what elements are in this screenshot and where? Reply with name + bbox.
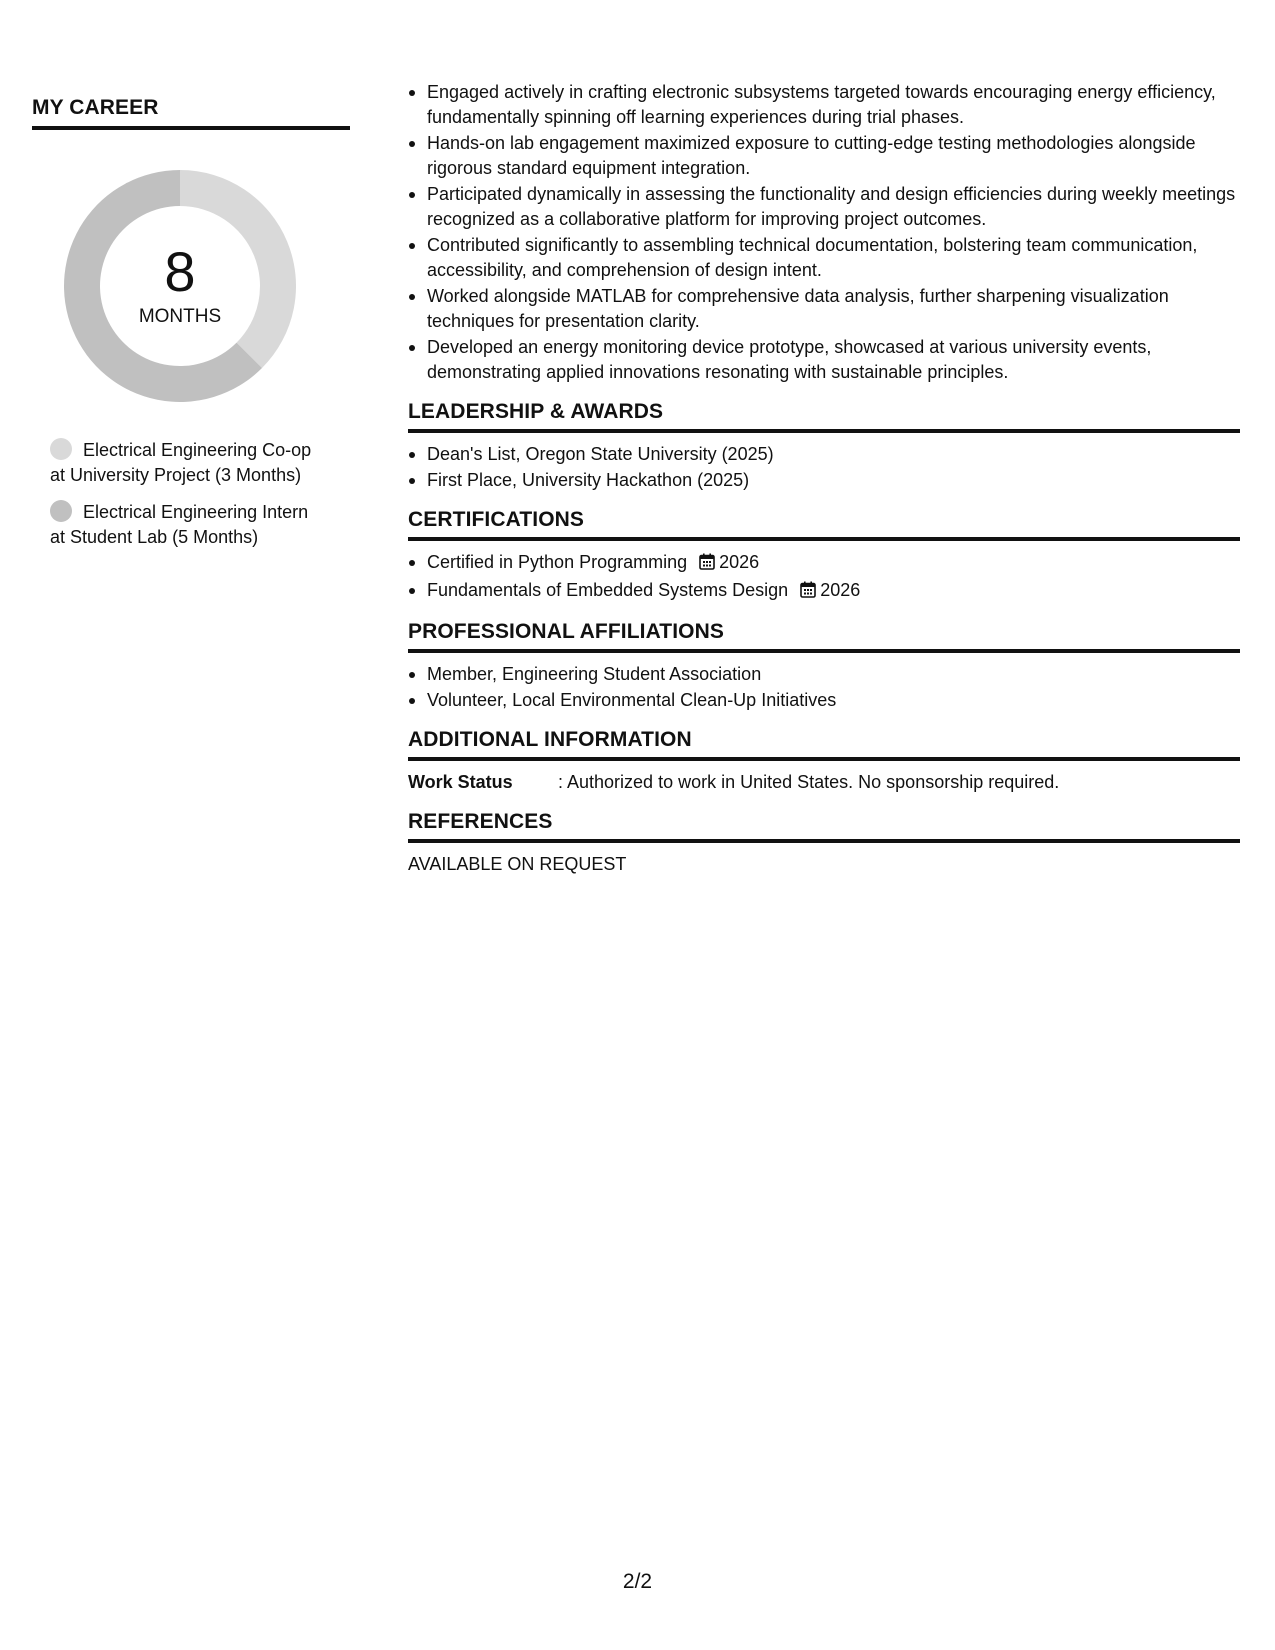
calendar-icon [800,580,816,605]
work-status-value: : Authorized to work in United States. No sponsorship required. [558,772,1060,792]
legend-label-coop: Electrical Engineering Co-op at University Project (3 Months) [50,440,312,485]
affiliations-title: PROFESSIONAL AFFILIATIONS [408,620,1240,653]
leadership-item: Dean's List, Oregon State University (2025) [408,442,1240,467]
experience-bullet: Hands-on lab engagement maximized exposure to cutting-edge testing methodologies alongside rigorous standard equipment integration. [408,131,1240,180]
career-column [32,96,350,562]
certifications-title: CERTIFICATIONS [408,508,1240,541]
references-title: REFERENCES [408,810,1240,843]
additional-info-title: ADDITIONAL INFORMATION [408,728,1240,761]
experience-bullet: Participated dynamically in assessing the functionality and design efficiencies during weekly meetings recognized as a collaborative platform for improving project outcomes. [408,182,1240,231]
page-number: 2/2 [622,1570,653,1593]
certification-name: Fundamentals of Embedded Systems Design [427,579,789,600]
affiliation-item: Volunteer, Local Environmental Clean-Up Initiatives [408,688,1240,713]
main-column [408,80,1240,876]
total-months-unit: MONTHS [138,306,222,327]
additional-info-section [408,728,1240,794]
leadership-list [408,442,1240,492]
affiliations-list [408,662,1240,712]
leadership-item: First Place, University Hackathon (2025) [408,468,1240,493]
donut-center [64,170,296,402]
certification-item [408,578,1240,605]
career-donut-chart [64,170,296,402]
references-text: AVAILABLE ON REQUEST [408,854,627,874]
legend-swatch-coop [50,438,72,460]
work-status-label: Work Status [408,772,513,792]
total-months-number: 8 [164,240,196,303]
certification-name: Certified in Python Programming [427,552,688,572]
certifications-list [408,550,1240,604]
certification-item [408,550,1240,577]
certifications-section [408,508,1240,604]
leadership-section [408,400,1240,492]
career-title: MY CAREER [32,96,350,130]
legend-item-intern [50,500,325,550]
references-section [408,810,1240,876]
certification-year: 2026 [820,579,861,600]
experience-bullet: Engaged actively in crafting electronic subsystems targeted towards encouraging energy efficiency, fundamentally spinning off learning experiences during trial phases. [408,80,1240,129]
experience-bullet-list [408,80,1240,384]
affiliation-item: Member, Engineering Student Association [408,662,1240,687]
legend-item-coop [50,438,325,488]
affiliations-section [408,620,1240,712]
legend-label-intern: Electrical Engineering Intern at Student Lab (5 Months) [50,502,309,547]
experience-bullet: Developed an energy monitoring device prototype, showcased at various university events, demonstrating applied innovations resonating with sustainable principles. [408,335,1240,384]
experience-bullet: Contributed significantly to assembling technical documentation, bolstering team communication, accessibility, and comprehension of design intent. [408,233,1240,282]
certification-year: 2026 [719,552,760,572]
legend-swatch-intern [50,500,72,522]
calendar-icon [699,552,715,577]
career-legend [50,438,325,550]
leadership-title: LEADERSHIP & AWARDS [408,400,1240,433]
work-status-row [408,770,1240,794]
experience-bullet: Worked alongside MATLAB for comprehensive data analysis, further sharpening visualization techniques for presentation clarity. [408,284,1240,333]
